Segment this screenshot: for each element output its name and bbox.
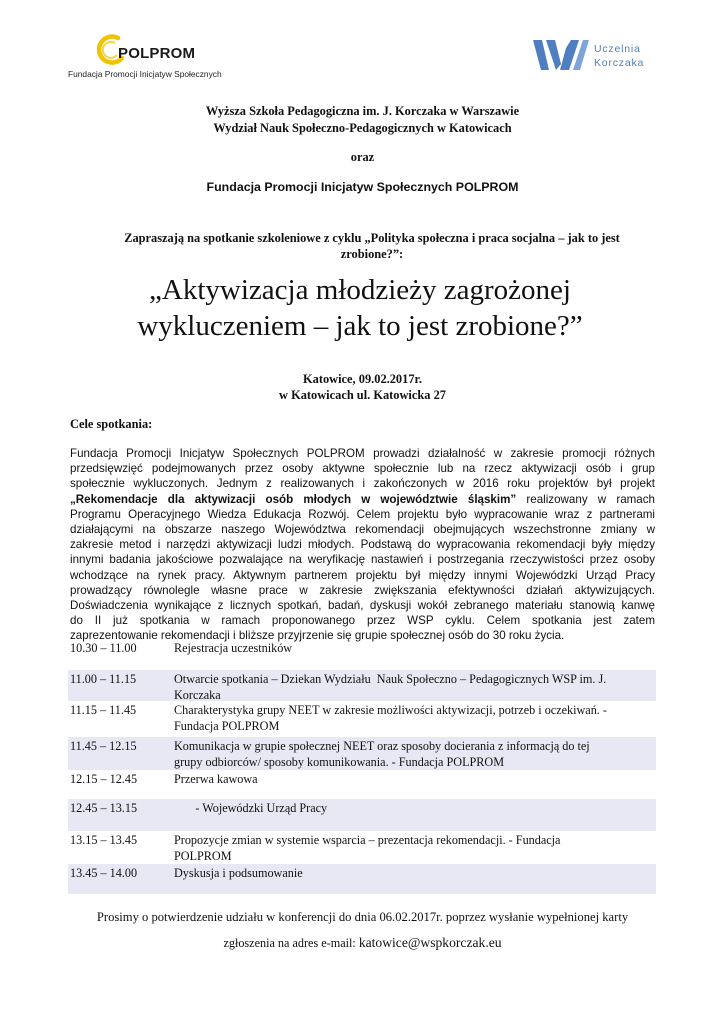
body-line: wchodzące na rynek pracy. Aktywnym partnerem projektu był między innymi Wojewódzki Urząd Pracy xyxy=(70,568,655,582)
schedule-description-line: Dyskusja i podsumowanie xyxy=(174,866,303,880)
event-address: w Katowicach ul. Katowicka 27 xyxy=(279,388,446,402)
schedule-time: 13.15 – 13.45 xyxy=(70,833,138,847)
schedule-row xyxy=(68,799,656,831)
footer-prefix: zgłoszenia na adres e-mail: xyxy=(223,936,359,950)
body-line: zakresie metod i narzędzi aktywizacji ludzi młodych. Podstawą do wypracowania rekomendacji były między xyxy=(70,538,655,552)
invitation-text: Zapraszają na spotkanie szkoleniowe z cyklu „Polityka społeczna i praca socjalna – jak to jest zrobione?”: xyxy=(124,231,620,261)
schedule-row xyxy=(68,864,656,894)
body-line: Doświadczenia wynikające z licznych spotkań, badań, dyskusji wokół zebranego materiału stanowią kanwę xyxy=(70,598,655,612)
header-line2: Wydział Nauk Społeczno-Pedagogicznych w Katowicach xyxy=(213,121,512,135)
schedule-description xyxy=(174,772,656,799)
schedule-time: 12.45 – 13.15 xyxy=(70,801,138,815)
header-foundation: Fundacja Promocji Inicjatyw Społecznych POLPROM xyxy=(206,180,519,194)
header-oraz: oraz xyxy=(350,150,375,164)
schedule-description-line: Komunikacja w grupie społecznej NEET oraz sposoby docierania z informacją do tej xyxy=(174,739,590,753)
body-line: zaprezentowanie rekomendacji i bliższe przyjrzenie się grupie społecznej osób do 30 roku życia. xyxy=(70,629,565,643)
schedule-description xyxy=(174,703,656,737)
body-line: innymi badania jakościowe pozwalające na weryfikację nastawień i postrzegania rzeczywistości przez osoby xyxy=(70,553,655,567)
schedule-description xyxy=(174,833,656,864)
schedule-description xyxy=(174,801,656,831)
schedule-time: 12.15 – 12.45 xyxy=(70,772,138,786)
body-line: Programu Operacyjnego Wiedza Edukacja Rozwój. Celem projektu było wypracowanie wraz z partnerami xyxy=(70,507,655,521)
schedule-row xyxy=(68,770,656,799)
body-line: prowadzący równolegle własne prace w zakresie zwiększania efektywności działań aktywizujących. xyxy=(70,583,655,597)
schedule-row xyxy=(68,831,656,864)
body-line: Fundacja Promocji Inicjatyw Społecznych POLPROM prowadzi działalność w zakresie promocji różnych xyxy=(70,447,655,460)
schedule-description xyxy=(174,672,656,701)
event-title-line1: „Aktywizacja młodzieży zagrożonej xyxy=(149,274,571,306)
schedule-row xyxy=(68,701,656,737)
schedule-time: 11.45 – 12.15 xyxy=(70,739,137,753)
schedule-time: 10.30 – 11.00 xyxy=(70,641,137,655)
event-title xyxy=(60,272,660,344)
schedule-row xyxy=(68,639,656,670)
schedule-description-line: Fundacja POLPROM xyxy=(174,718,280,733)
project-name: „Rekomendacje dla aktywizacji osób młodych w województwie śląskim” xyxy=(70,492,517,506)
header-line1: Wyższa Szkoła Pedagogiczna im. J. Korczaka w Warszawie xyxy=(205,104,520,118)
schedule-description-line: Rejestracja uczestników xyxy=(174,641,293,655)
schedule-time: 11.15 – 11.45 xyxy=(70,703,137,717)
schedule-description xyxy=(174,866,656,894)
body-line-rest: realizowany w ramach xyxy=(516,492,655,506)
footer-line2 xyxy=(0,935,725,951)
uczelnia-line1: Uczelnia xyxy=(594,43,641,55)
schedule-time: 13.45 – 14.00 xyxy=(70,866,138,880)
body-line xyxy=(70,492,655,507)
schedule-description-line: Korczaka xyxy=(174,687,221,702)
body-line: społecznie wykluczonych. Jednym z realizowanych i zakończonych w 2016 roku projektów był projekt xyxy=(70,477,655,491)
schedule-row xyxy=(68,737,656,770)
uczelnia-korczaka-logo xyxy=(533,38,663,74)
schedule-description-line: grupy odbiorców/ sposoby komunikowania. - Fundacja POLPROM xyxy=(174,754,505,769)
goals-heading: Cele spotkania: xyxy=(70,417,153,431)
footer-line1: Prosimy o potwierdzenie udziału w konferencji do dnia 06.02.2017r. poprzez wysłanie wypełnionej karty xyxy=(96,910,629,924)
event-title-line2: wykluczeniem – jak to jest zrobione?” xyxy=(137,310,583,342)
schedule-time: 11.00 – 11.15 xyxy=(70,672,137,686)
schedule-description-line: Propozycje zmian w systemie wsparcia – prezentacja rekomendacji. - Fundacja xyxy=(174,833,561,847)
schedule-description xyxy=(174,641,656,670)
schedule-description-line: Otwarcie spotkania – Dziekan Wydziału Nauk Społeczno – Pedagogicznych WSP im. J. xyxy=(174,672,607,686)
schedule-description-line: - Wojewódzki Urząd Pracy xyxy=(174,801,328,815)
schedule-description xyxy=(174,739,656,770)
body-line: działającymi na obszarze naszego Województwa rekomendacji obejmujących wszechstronne zmiany w xyxy=(70,522,655,536)
schedule-description-line: POLPROM xyxy=(174,848,232,863)
polprom-logo xyxy=(66,34,236,84)
contact-email[interactable]: katowice@wspkorczak.eu xyxy=(358,935,502,950)
uczelnia-line2: Korczaka xyxy=(594,57,645,69)
event-date: Katowice, 09.02.2017r. xyxy=(303,372,422,386)
schedule-row xyxy=(68,670,656,701)
polprom-subtitle: Fundacja Promocji Inicjatyw Społecznych xyxy=(68,69,222,79)
schedule-description-line: Przerwa kawowa xyxy=(174,772,258,786)
uczelnia-w-mark-icon xyxy=(533,38,589,72)
schedule-table xyxy=(68,639,656,894)
polprom-wordmark: POLPROM xyxy=(118,45,196,62)
schedule-description-line: Charakterystyka grupy NEET w zakresie możliwości aktywizacji, potrzeb i oczekiwań. - xyxy=(174,703,607,717)
body-line: do II już spotkania w ramach proponowanego przez WSP cyklu. Celem spotkania jest zatem xyxy=(70,614,655,628)
goals-body xyxy=(70,446,655,643)
body-line: przedsięwzięć podejmowanych przez osoby aktywne społecznie lub na rzecz aktywizacji osób i grup xyxy=(70,462,655,476)
